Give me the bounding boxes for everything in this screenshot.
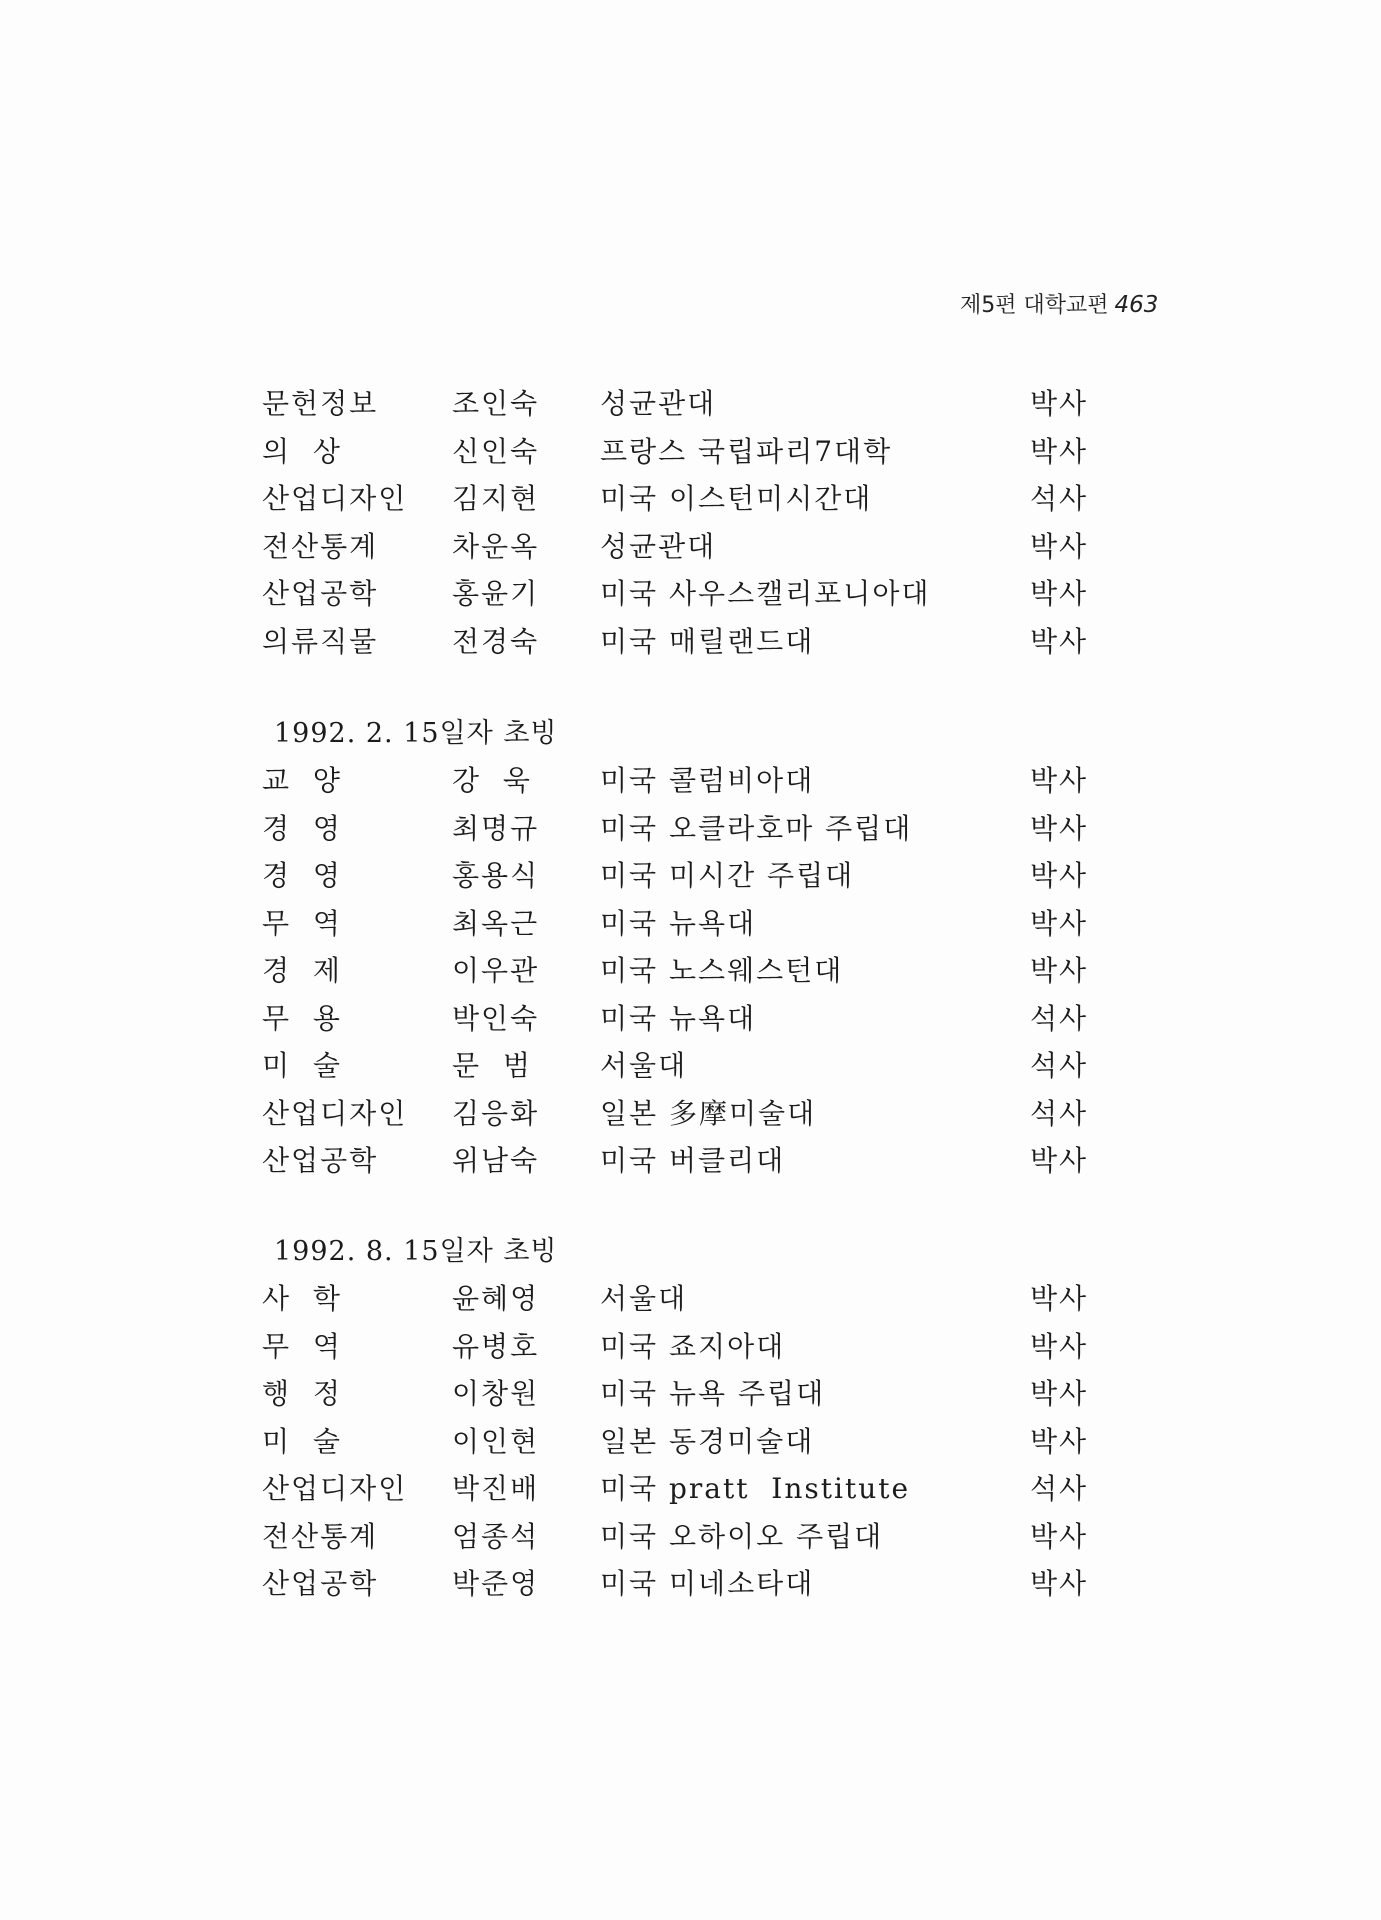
department-cell: 미 술	[262, 1424, 342, 1458]
department-cell: 무 용	[262, 1001, 342, 1035]
school-cell: 서울대	[600, 1282, 688, 1315]
faculty-row	[262, 1513, 1089, 1561]
department-cell: 교 양	[262, 764, 342, 797]
department-cell: 경 영	[262, 811, 342, 845]
degree-cell: 박사	[1030, 811, 1089, 845]
department-cell: 산업공학	[262, 1567, 379, 1600]
name-cell: 홍윤기	[452, 577, 540, 610]
faculty-row	[262, 947, 1089, 995]
running-header	[960, 288, 1158, 319]
name-cell: 김응화	[452, 1096, 540, 1130]
degree-cell: 박사	[1030, 434, 1089, 468]
department-cell: 경 제	[262, 954, 342, 987]
faculty-row	[262, 1137, 1089, 1185]
degree-cell: 박사	[1030, 1519, 1089, 1553]
name-cell: 이창원	[452, 1377, 540, 1410]
school-cell: 일본 동경미술대	[600, 1424, 815, 1458]
name-cell: 홍용식	[452, 859, 540, 892]
faculty-row	[262, 1418, 1089, 1466]
degree-cell: 석사	[1030, 1049, 1089, 1082]
department-cell: 사 학	[262, 1282, 342, 1315]
name-cell: 전경숙	[452, 624, 540, 658]
school-cell: 일본 多摩미술대	[600, 1096, 817, 1130]
faculty-row	[262, 757, 1089, 805]
faculty-row	[262, 852, 1089, 900]
degree-cell: 박사	[1030, 1282, 1089, 1315]
department-cell: 산업디자인	[262, 1096, 408, 1130]
degree-cell: 박사	[1030, 764, 1089, 797]
department-cell: 산업공학	[262, 1144, 379, 1177]
school-cell: 미국 사우스캘리포니아대	[600, 577, 931, 610]
section-title: 1992. 2. 15일자 초빙	[274, 718, 558, 749]
department-cell: 의 상	[262, 434, 342, 468]
school-cell: 미국 뉴욕 주립대	[600, 1377, 826, 1410]
faculty-row	[262, 1465, 1089, 1513]
name-cell: 최옥근	[452, 906, 540, 940]
department-cell: 경 영	[262, 859, 342, 892]
faculty-row	[262, 805, 1089, 853]
name-cell: 엄종석	[452, 1519, 540, 1553]
name-cell: 박인숙	[452, 1001, 540, 1035]
school-cell: 미국 이스턴미시간대	[600, 482, 873, 515]
name-cell: 이우관	[452, 954, 540, 987]
school-cell: 미국 오하이오 주립대	[600, 1519, 884, 1553]
faculty-row	[262, 1090, 1089, 1138]
school-cell: 미국 버클리대	[600, 1144, 786, 1177]
degree-cell: 박사	[1030, 1329, 1089, 1363]
degree-cell: 박사	[1030, 577, 1089, 610]
school-cell: 성균관대	[600, 387, 717, 420]
name-cell: 박준영	[452, 1567, 540, 1600]
department-cell: 행 정	[262, 1377, 342, 1410]
department-cell: 전산통계	[262, 529, 379, 563]
degree-cell: 석사	[1030, 1001, 1089, 1035]
faculty-row	[262, 1560, 1089, 1608]
name-cell: 윤혜영	[452, 1282, 540, 1315]
school-cell: 미국 오클라호마 주립대	[600, 811, 913, 845]
name-cell: 차운옥	[452, 529, 540, 563]
degree-cell: 박사	[1030, 624, 1089, 658]
name-cell: 김지현	[452, 482, 540, 515]
name-cell: 신인숙	[452, 434, 540, 468]
degree-cell: 박사	[1030, 859, 1089, 892]
department-cell: 산업디자인	[262, 1472, 408, 1505]
department-cell: 미 술	[262, 1049, 342, 1082]
school-cell: 미국 노스웨스턴대	[600, 954, 844, 987]
school-cell: 미국 pratt Institute	[600, 1472, 911, 1505]
name-cell: 강 욱	[452, 764, 532, 797]
faculty-list-section-3	[262, 1228, 1089, 1608]
school-cell: 미국 뉴욕대	[600, 1001, 757, 1035]
faculty-row	[262, 1275, 1089, 1323]
name-cell: 조인숙	[452, 387, 540, 420]
school-cell: 미국 콜럼비아대	[600, 764, 815, 797]
name-cell: 최명규	[452, 811, 540, 845]
degree-cell: 박사	[1030, 1377, 1089, 1410]
name-cell: 박진배	[452, 1472, 540, 1505]
school-cell: 미국 뉴욕대	[600, 906, 757, 940]
school-cell: 미국 미네소타대	[600, 1567, 815, 1600]
faculty-row	[262, 995, 1089, 1043]
department-cell: 산업공학	[262, 577, 379, 610]
name-cell: 유병호	[452, 1329, 540, 1363]
faculty-row	[262, 1370, 1089, 1418]
department-cell: 의류직물	[262, 624, 379, 658]
department-cell: 산업디자인	[262, 482, 408, 515]
school-cell: 성균관대	[600, 529, 717, 563]
department-cell: 전산통계	[262, 1519, 379, 1553]
department-cell: 문헌정보	[262, 387, 379, 420]
school-cell: 미국 죠지아대	[600, 1329, 786, 1363]
degree-cell: 박사	[1030, 387, 1089, 420]
name-cell: 위남숙	[452, 1144, 540, 1177]
department-cell: 무 역	[262, 1329, 342, 1363]
school-cell: 미국 미시간 주립대	[600, 859, 855, 892]
degree-cell: 박사	[1030, 954, 1089, 987]
school-cell: 서울대	[600, 1049, 688, 1082]
header-title: 제5편 대학교편	[960, 293, 1109, 318]
degree-cell: 석사	[1030, 1096, 1089, 1130]
faculty-list-section-2	[262, 710, 1089, 1185]
degree-cell: 석사	[1030, 482, 1089, 515]
faculty-row	[262, 1323, 1089, 1371]
name-cell: 문 범	[452, 1049, 532, 1082]
faculty-row	[262, 900, 1089, 948]
page-number: 463	[1114, 292, 1159, 318]
degree-cell: 박사	[1030, 529, 1089, 563]
degree-cell: 박사	[1030, 1424, 1089, 1458]
school-cell: 미국 매릴랜드대	[600, 624, 815, 658]
school-cell: 프랑스 국립파리7대학	[600, 434, 893, 468]
degree-cell: 박사	[1030, 906, 1089, 940]
degree-cell: 박사	[1030, 1567, 1089, 1600]
section-title: 1992. 8. 15일자 초빙	[274, 1236, 558, 1267]
department-cell: 무 역	[262, 906, 342, 940]
degree-cell: 박사	[1030, 1144, 1089, 1177]
faculty-row	[262, 1042, 1089, 1090]
name-cell: 이인현	[452, 1424, 540, 1458]
degree-cell: 석사	[1030, 1472, 1089, 1505]
